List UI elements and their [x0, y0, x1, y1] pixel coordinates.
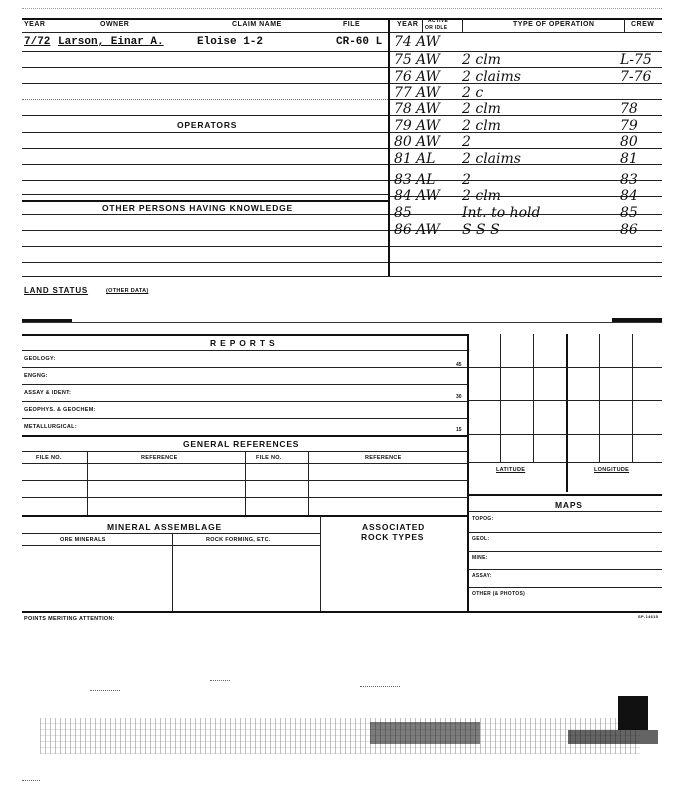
grid-row-2: [468, 400, 662, 401]
report-geology: GEOLOGY:: [24, 356, 56, 362]
log-year: 85: [394, 205, 412, 221]
log-year: 81: [394, 151, 412, 167]
record-file: CR-60 L: [336, 36, 383, 48]
header-claim-name: CLAIM NAME: [232, 21, 282, 28]
associated-rock-types-2: ROCK TYPES: [361, 532, 425, 542]
header-top-rule: [22, 18, 662, 20]
other-persons-line-3: [22, 262, 388, 263]
header-crew: CREW: [631, 21, 655, 28]
log-operation: 2: [462, 172, 471, 188]
longitude-label: LONGITUDE: [594, 467, 630, 473]
log-year: 78: [394, 101, 412, 117]
header-owner: OWNER: [100, 21, 130, 28]
associated-rock-types-1: ASSOCIATED: [362, 522, 426, 532]
genref-bottom-rule: [22, 515, 468, 517]
scan-smudge-2: [568, 730, 658, 744]
genref-col-1: [87, 451, 88, 515]
mineral-col-divider: [172, 533, 173, 612]
grid-col-2: [533, 334, 534, 462]
scan-speckle-3: [360, 686, 400, 687]
maps-geol: GEOL:: [472, 536, 490, 542]
log-operation: 2 c: [462, 85, 484, 101]
log-year: 80: [394, 134, 412, 150]
maps-line-1: [468, 532, 662, 533]
header-type-of-operation: TYPE OF OPERATION: [513, 21, 595, 28]
report-metallurgical: METALLURGICAL:: [24, 424, 77, 430]
log-operation: 2 claims: [462, 151, 521, 167]
grid-col-1: [500, 334, 501, 462]
other-persons-line-2: [22, 246, 388, 247]
genref-reference-2: REFERENCE: [365, 455, 402, 461]
header-file: FILE: [343, 21, 361, 28]
log-status: AW: [416, 134, 440, 150]
mineral-header-rule: [22, 545, 320, 546]
other-persons-rule: [22, 214, 388, 215]
owner-line-5: [22, 115, 388, 116]
other-persons-top-rule: [22, 200, 388, 202]
log-operation: 2 clm: [462, 118, 501, 134]
grid-row-4: [468, 462, 662, 463]
log-status: AW: [416, 188, 440, 204]
maps-assay: ASSAY:: [472, 573, 492, 579]
header-year: YEAR: [24, 21, 46, 28]
log-crew: 85: [620, 205, 638, 221]
reports-title: R E P O R T S: [210, 338, 276, 348]
ore-minerals-label: ORE MINERALS: [60, 537, 106, 543]
latitude-label: LATITUDE: [496, 467, 526, 473]
record-owner: Larson, Einar A.: [58, 36, 164, 48]
log-status: AW: [416, 118, 440, 134]
top-edge-line: [22, 8, 662, 9]
genref-line-1: [22, 480, 468, 481]
log-status: AL: [416, 172, 436, 188]
log-status: AL: [416, 151, 436, 167]
points-meriting-attention: POINTS MERITING ATTENTION:: [24, 616, 115, 622]
log-crew: 84: [620, 188, 638, 204]
header-sep-1: [422, 18, 423, 32]
log-crew: 80: [620, 134, 638, 150]
scan-blot: [618, 696, 648, 730]
genref-col-2: [245, 451, 246, 515]
log-operation: S S S: [462, 222, 500, 238]
maps-mine: MINE:: [472, 555, 488, 561]
header-active: ACTIVE: [428, 18, 449, 24]
operators-line-2: [22, 164, 388, 165]
record-claim-name: Eloise 1-2: [197, 36, 264, 48]
maps-title: MAPS: [555, 500, 583, 510]
log-status: AW: [416, 34, 440, 50]
log-year: 77: [394, 85, 412, 101]
genref-col-3: [308, 451, 309, 515]
log-status: AW: [416, 85, 440, 101]
reports-line-2: [22, 384, 468, 385]
log-crew: L-75: [620, 52, 652, 68]
log-year: 86: [394, 222, 412, 238]
scan-speckle-2: [210, 680, 230, 681]
genref-file-no-1: FILE NO.: [36, 455, 62, 461]
other-persons-title: OTHER PERSONS HAVING KNOWLEDGE: [102, 203, 294, 213]
rock-forming-label: ROCK FORMING, ETC.: [206, 537, 271, 543]
log-column-divider: [388, 18, 390, 276]
log-year: 79: [394, 118, 412, 134]
header-bottom-rule: [22, 32, 662, 33]
log-crew: 78: [620, 101, 638, 117]
report-assay: ASSAY & IDENT:: [24, 390, 72, 396]
grid-row-1: [468, 367, 662, 368]
log-crew: 83: [620, 172, 638, 188]
grid-row-3: [468, 434, 662, 435]
header-sep-3: [624, 18, 625, 32]
rock-types-divider: [320, 516, 321, 612]
operators-line-4: [22, 194, 388, 195]
header-or-idle: OR IDLE: [425, 25, 448, 31]
rule-smudge-right: [612, 318, 662, 322]
operators-title: OPERATORS: [177, 120, 238, 130]
log-operation: 2 clm: [462, 101, 501, 117]
log-crew: 86: [620, 222, 638, 238]
scan-speckle-1: [90, 690, 120, 691]
lower-section-bottom-rule: [22, 611, 662, 613]
owner-line-1: [22, 51, 388, 52]
maps-line-3: [468, 569, 662, 570]
log-line-13: [390, 246, 662, 247]
reports-header-rule: [22, 334, 468, 336]
mineral-assemblage-title: MINERAL ASSEMBLAGE: [107, 522, 222, 532]
log-year: 76: [394, 69, 412, 85]
reports-bottom-rule: [22, 435, 468, 437]
land-status-note: (OTHER DATA): [106, 288, 149, 294]
scan-speckle-4: [22, 780, 40, 781]
log-operation: 2: [462, 134, 471, 150]
scan-noise-band: [40, 718, 640, 754]
grid-col-3: [566, 334, 568, 462]
mineral-title-rule: [22, 533, 320, 534]
reports-line-1: [22, 367, 468, 368]
log-year: 75: [394, 52, 412, 68]
scan-smudge: [370, 722, 480, 744]
log-operation: 2 claims: [462, 69, 521, 85]
log-crew: 81: [620, 151, 638, 167]
genref-file-no-2: FILE NO.: [256, 455, 282, 461]
owner-line-2: [22, 67, 388, 68]
other-persons-line-1: [22, 230, 388, 231]
log-year: 83: [394, 172, 412, 188]
upper-section-bottom-rule: [22, 276, 662, 277]
general-references-title: GENERAL REFERENCES: [183, 439, 300, 449]
operators-line-3: [22, 180, 388, 181]
log-operation: 2 clm: [462, 52, 501, 68]
log-year: 74: [394, 34, 412, 50]
reports-title-rule: [22, 350, 468, 351]
log-status: AW: [416, 52, 440, 68]
genref-line-2: [22, 497, 468, 498]
maps-top-rule: [468, 494, 662, 496]
maps-topog: TOPOG:: [472, 516, 494, 522]
log-status: AW: [416, 222, 440, 238]
owner-line-3: [22, 83, 388, 84]
latlong-divider: [566, 462, 568, 492]
log-status: AW: [416, 69, 440, 85]
operators-rule: [22, 132, 388, 133]
maps-title-rule: [468, 511, 662, 512]
report-num-15: 15: [456, 427, 462, 433]
report-engng: ENGNG:: [24, 373, 48, 379]
grid-col-5: [632, 334, 633, 462]
maps-line-4: [468, 587, 662, 588]
right-panel-divider: [467, 334, 469, 612]
log-crew: 7-76: [620, 69, 652, 85]
reports-line-3: [22, 401, 468, 402]
form-number: SP-14615: [638, 614, 659, 619]
genref-reference-1: REFERENCE: [141, 455, 178, 461]
operators-line-1: [22, 148, 388, 149]
reports-top-rule: [22, 322, 662, 323]
owner-line-4: [22, 99, 388, 100]
log-year: 84: [394, 188, 412, 204]
log-status: AW: [416, 101, 440, 117]
log-operation: Int. to hold: [462, 205, 541, 221]
land-status-title: LAND STATUS: [24, 286, 89, 295]
log-operation: 2 clm: [462, 188, 501, 204]
maps-line-2: [468, 551, 662, 552]
record-year: 7/72: [24, 36, 51, 48]
maps-other: OTHER (& PHOTOS): [472, 591, 526, 597]
header-sep-2: [462, 18, 463, 32]
report-num-45: 45: [456, 362, 462, 368]
report-num-30: 30: [456, 394, 462, 400]
log-crew: 79: [620, 118, 638, 134]
report-geophys: GEOPHYS. & GEOCHEM:: [24, 407, 96, 413]
grid-col-4: [599, 334, 600, 462]
log-line-14: [390, 262, 662, 263]
reports-line-4: [22, 418, 468, 419]
header-year-2: YEAR: [397, 21, 419, 28]
